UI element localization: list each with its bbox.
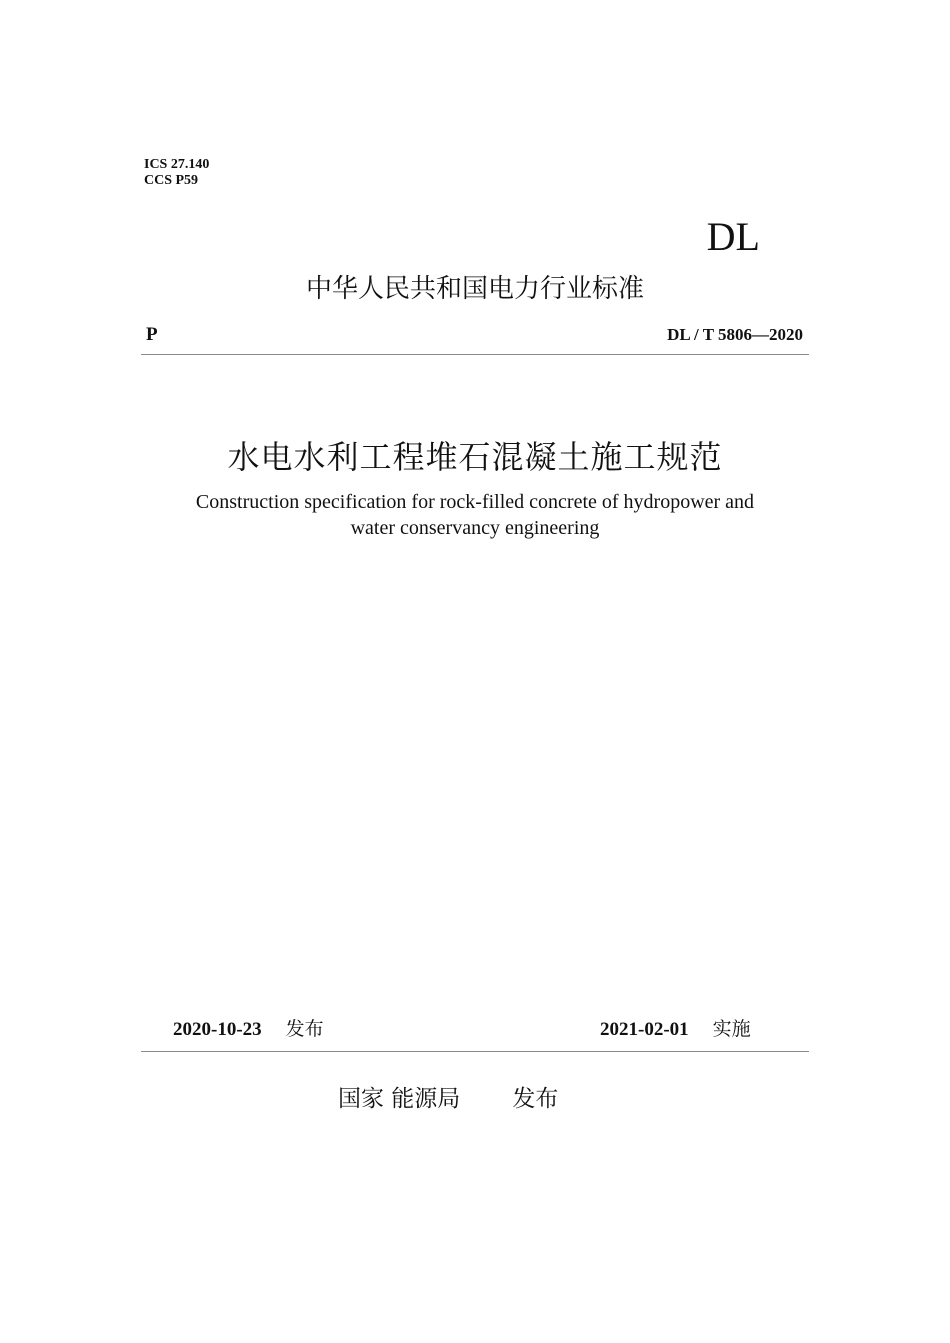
issuer-name: 国家 能源局 [338, 1086, 461, 1112]
standard-mark: DL [706, 214, 760, 259]
publish-date-block [173, 1016, 324, 1043]
ics-code: ICS 27.140 [144, 157, 210, 172]
header-divider [141, 354, 809, 355]
document-title-english [150, 489, 800, 541]
english-title-line-1: Construction specification for rock-filled concrete of hydropower and [195, 491, 755, 513]
effective-label: 实施 [712, 1018, 751, 1040]
category-letter: P [146, 324, 158, 345]
standard-number: DL / T 5806—2020 [667, 325, 803, 344]
effective-date-block [600, 1016, 751, 1043]
document-title-chinese: 水电水利工程堆石混凝土施工规范 [227, 438, 723, 476]
issuer-line [338, 1084, 558, 1114]
classification-codes [144, 157, 209, 189]
issuer-action: 发布 [512, 1086, 559, 1112]
publish-date: 2020-10-23 [173, 1019, 262, 1040]
publish-label: 发布 [285, 1018, 324, 1040]
footer-divider [141, 1051, 809, 1052]
ccs-code: CCS P59 [144, 173, 199, 188]
effective-date: 2021-02-01 [600, 1019, 689, 1040]
industry-standard-heading: 中华人民共和国电力行业标准 [305, 274, 644, 304]
english-title-line-2: water conservancy engineering [350, 517, 600, 539]
